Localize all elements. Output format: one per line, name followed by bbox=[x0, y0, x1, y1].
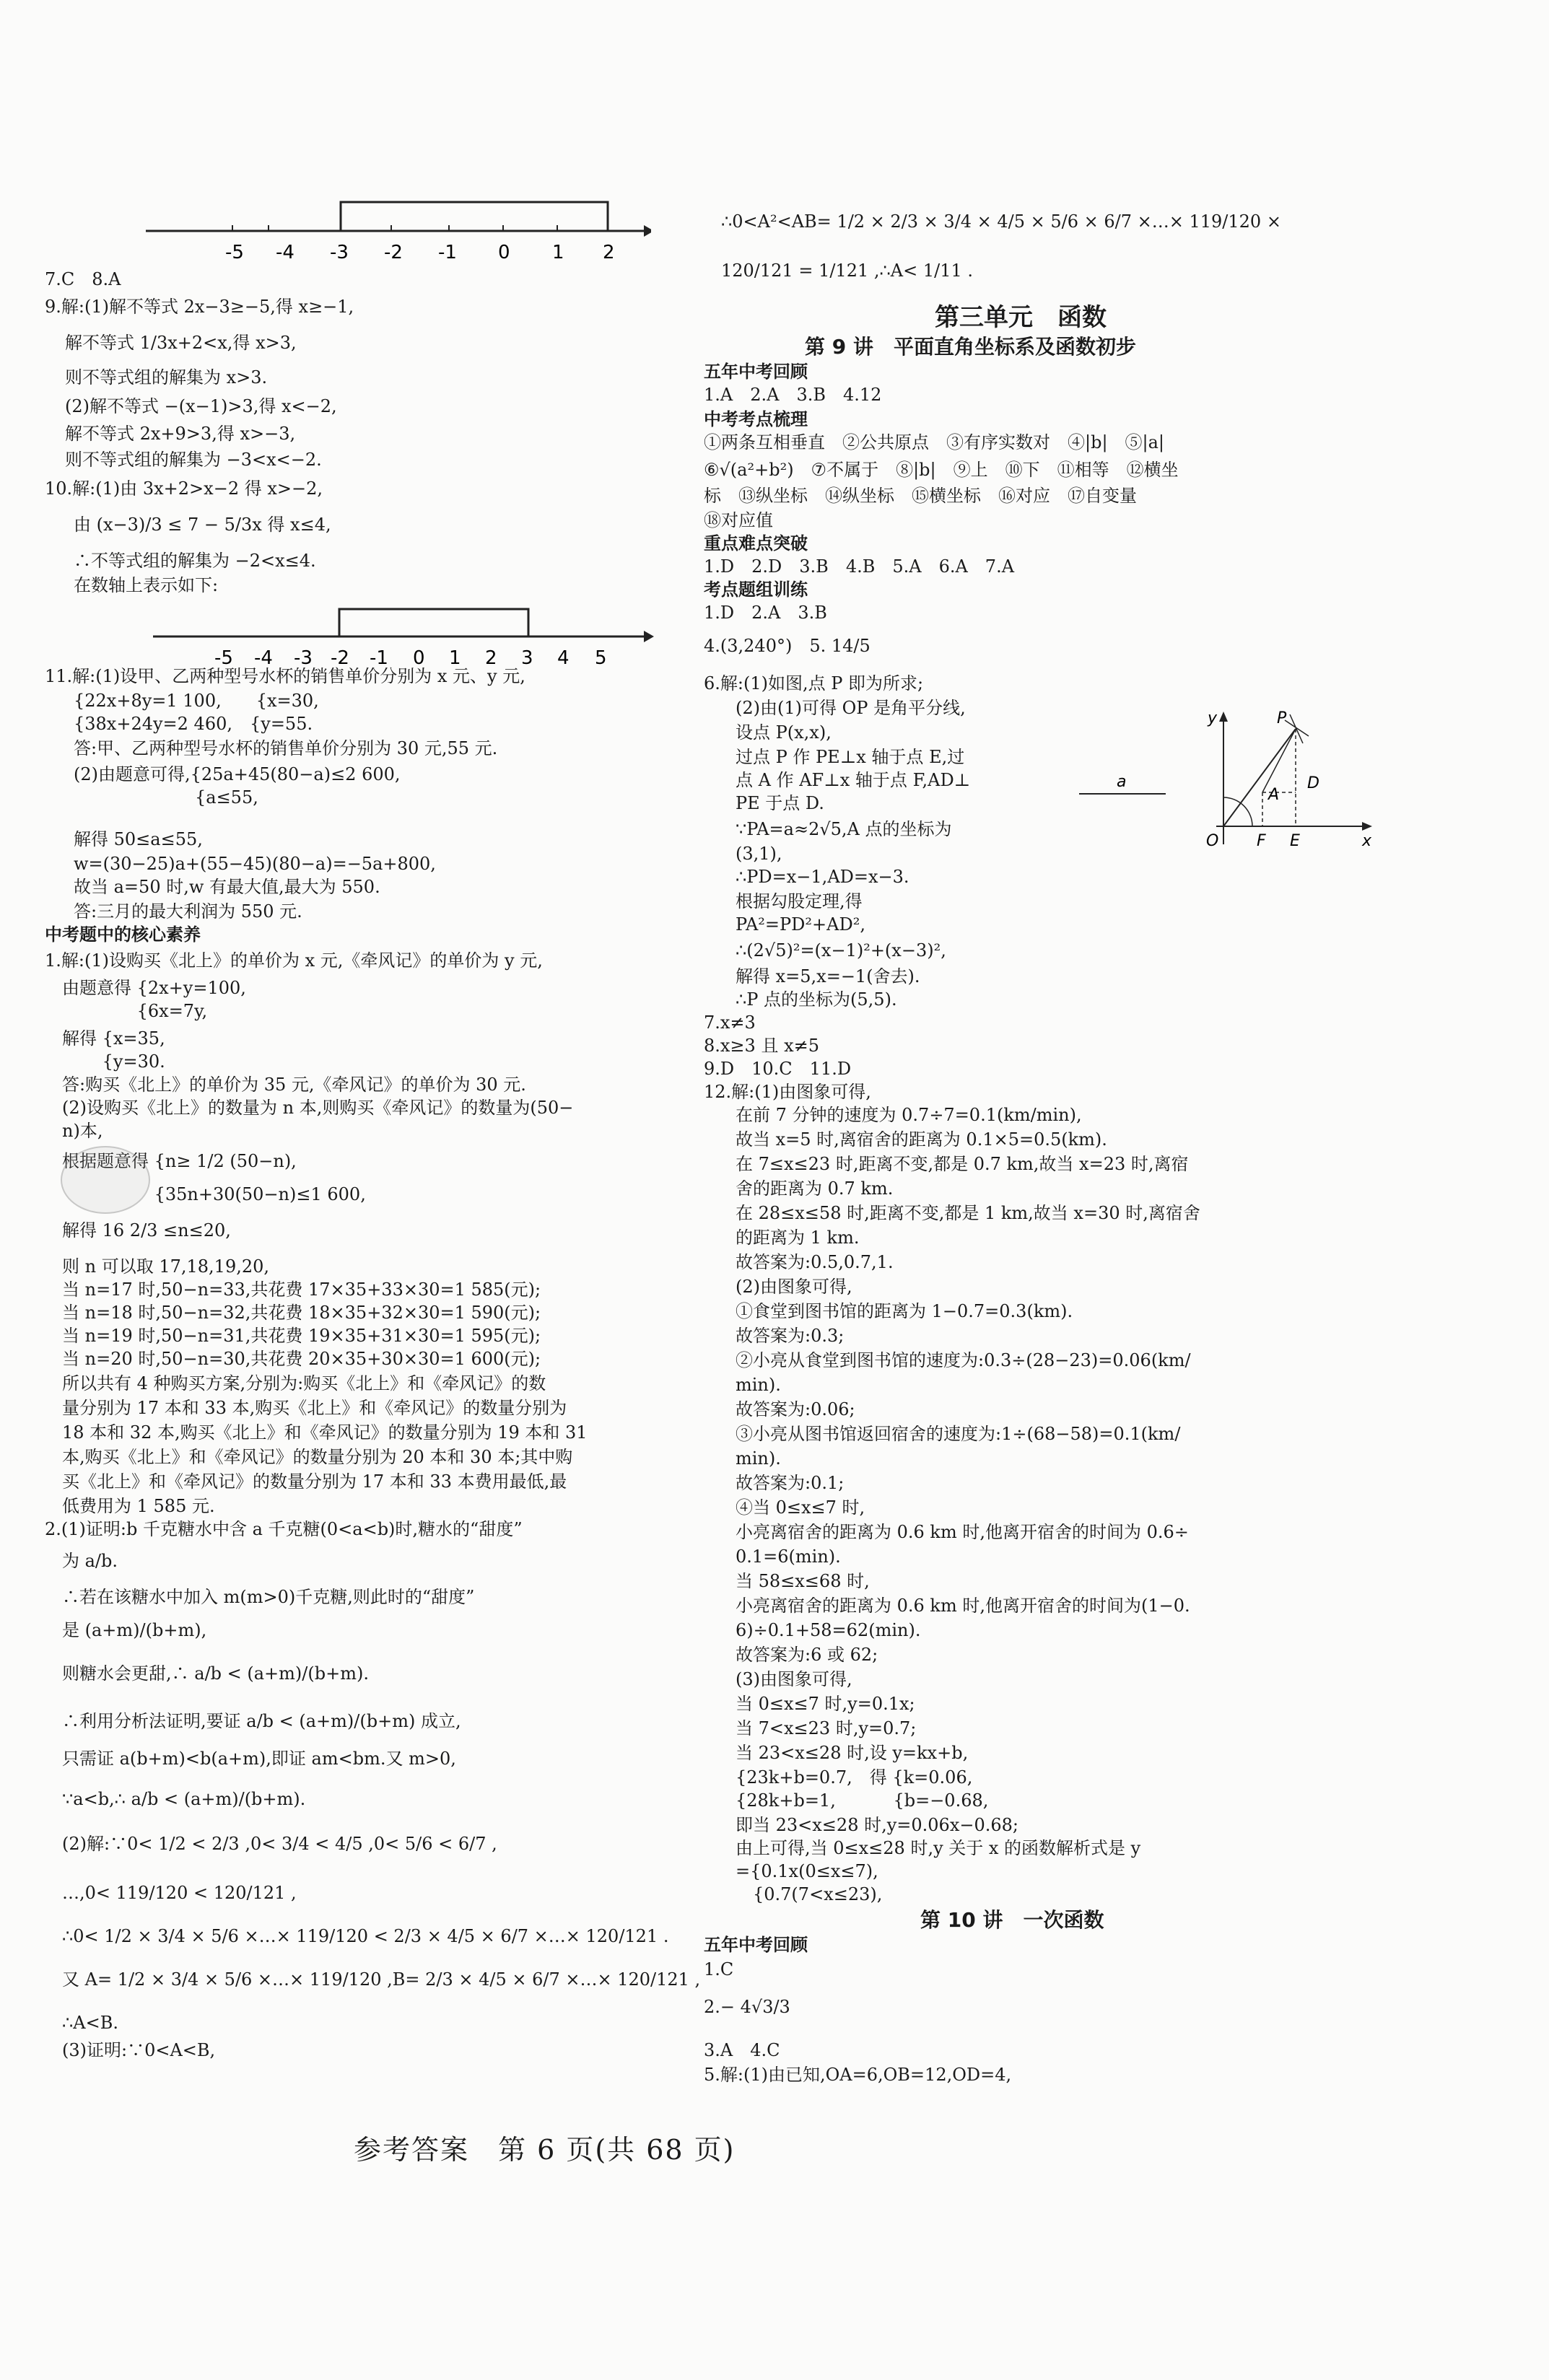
answer-line: 在 28≤x≤58 时,距离不变,都是 1 km,故当 x=30 时,离宿舍 bbox=[736, 1203, 1200, 1223]
tick-label: 4 bbox=[557, 647, 570, 669]
answer-line: ∴PD=x−1,AD=x−3. bbox=[736, 867, 909, 887]
answer-line: ③小亮从图书馆返回宿舍的速度为:1÷(68−58)=0.1(km/ bbox=[736, 1424, 1181, 1444]
answer-line: 则不等式组的解集为 x>3. bbox=[65, 367, 268, 388]
answer-line: 18 本和 32 本,购买《北上》和《牵风记》的数量分别为 19 本和 31 bbox=[62, 1422, 588, 1443]
answer-line: {6x=7y, bbox=[62, 1001, 208, 1021]
answer-line: 故答案为:0.1; bbox=[736, 1473, 845, 1493]
answer-line: 解不等式 1/3x+2<x,得 x>3, bbox=[65, 333, 297, 353]
tick-label: -3 bbox=[330, 242, 349, 263]
answer-line: 当 7<x≤23 时,y=0.7; bbox=[736, 1718, 917, 1738]
answer-line: (2)解:∵0< 1/2 < 2/3 ,0< 3/4 < 4/5 ,0< 5/6 < 6/7 , bbox=[62, 1834, 497, 1854]
answer-line: 故答案为:0.5,0.7,1. bbox=[736, 1252, 894, 1272]
answer-line: 7.C 8.A bbox=[45, 269, 121, 289]
label-F: F bbox=[1257, 832, 1266, 850]
answer-line: 6)÷0.1+58=62(min). bbox=[736, 1620, 921, 1640]
answer-line: 由 (x−3)/3 ≤ 7 − 5/3x 得 x≤4, bbox=[74, 515, 331, 535]
section-heading: 五年中考回顾 bbox=[704, 362, 808, 382]
label-a: a bbox=[1117, 773, 1127, 791]
lecture-9-title: 第 9 讲 平面直角坐标系及函数初步 bbox=[805, 335, 1136, 359]
tick-label: 1 bbox=[449, 647, 461, 669]
answer-line: 当 n=20 时,50−n=30,共花费 20×35+30×30=1 600(元); bbox=[62, 1349, 541, 1369]
answer-line: (3)由图象可得, bbox=[736, 1669, 852, 1689]
answer-line: 3.A 4.C bbox=[704, 2040, 780, 2060]
answer-line: 当 58≤x≤68 时, bbox=[736, 1571, 870, 1591]
label-O: O bbox=[1206, 832, 1219, 850]
answer-line: ∴0<A²<AB= 1/2 × 2/3 × 3/4 × 4/5 × 5/6 × 6/7 ×…× 119/120 × bbox=[721, 211, 1281, 232]
tick-label: 1 bbox=[552, 242, 564, 263]
answer-line: 0.1=6(min). bbox=[736, 1546, 841, 1567]
coordinate-figure bbox=[1079, 707, 1375, 852]
tick-label: -3 bbox=[294, 647, 313, 669]
answer-line: 120/121 = 1/121 ,∴A< 1/11 . bbox=[721, 261, 973, 281]
answer-line: 在数轴上表示如下: bbox=[74, 575, 219, 595]
answer-line: 1.A 2.A 3.B 4.12 bbox=[704, 385, 882, 405]
answer-line: 是 (a+m)/(b+m), bbox=[62, 1620, 207, 1640]
ray-OP bbox=[1223, 729, 1296, 826]
section-heading: 五年中考回顾 bbox=[704, 1935, 808, 1955]
answer-line: 当 n=18 时,50−n=32,共花费 18×35+32×30=1 590(元); bbox=[62, 1303, 541, 1323]
answer-line: 6.解:(1)如图,点 P 即为所求; bbox=[704, 673, 924, 694]
tick-label: 0 bbox=[498, 242, 510, 263]
answer-line: min). bbox=[736, 1448, 781, 1469]
answer-line: 则不等式组的解集为 −3<x<−2. bbox=[65, 450, 322, 470]
answer-line: 9.解:(1)解不等式 2x−3≥−5,得 x≥−1, bbox=[45, 297, 354, 317]
answer-line: 点 A 作 AF⊥x 轴于点 F,AD⊥ bbox=[736, 770, 971, 790]
answer-line: 根据题意得 {n≥ 1/2 (50−n), bbox=[62, 1151, 297, 1171]
answer-line: PE 于点 D. bbox=[736, 793, 824, 813]
label-E: E bbox=[1290, 832, 1300, 850]
answer-line: 解得 16 2/3 ≤n≤20, bbox=[62, 1220, 231, 1241]
answer-line: 的距离为 1 km. bbox=[736, 1228, 860, 1248]
answer-line: 当 23<x≤28 时,设 y=kx+b, bbox=[736, 1743, 969, 1763]
answer-line: 由上可得,当 0≤x≤28 时,y 关于 x 的函数解析式是 y bbox=[736, 1838, 1141, 1858]
answer-line: 1.D 2.A 3.B bbox=[704, 603, 827, 623]
section-heading: 中考题中的核心素养 bbox=[45, 924, 201, 945]
answer-line: w=(30−25)a+(55−45)(80−a)=−5a+800, bbox=[74, 854, 436, 874]
answer-line: 8.x≥3 且 x≠5 bbox=[704, 1036, 819, 1056]
answer-line: 小亮离宿舍的距离为 0.6 km 时,他离开宿舍的时间为(1−0. bbox=[736, 1596, 1190, 1616]
answer-line: ∴不等式组的解集为 −2<x≤4. bbox=[74, 551, 316, 571]
tick-label: -4 bbox=[276, 242, 294, 263]
axis-arrow bbox=[644, 225, 651, 237]
tick-label: -5 bbox=[225, 242, 244, 263]
arc-construction bbox=[1223, 797, 1252, 826]
answer-line: 7.x≠3 bbox=[704, 1012, 756, 1033]
tick-label: 5 bbox=[595, 647, 607, 669]
answer-line: {22x+8y=1 100, {x=30, bbox=[74, 691, 319, 711]
answer-line: 故答案为:0.06; bbox=[736, 1399, 855, 1419]
solution-bracket bbox=[339, 609, 528, 636]
answer-line: ∴若在该糖水中加入 m(m>0)千克糖,则此时的“甜度” bbox=[62, 1587, 475, 1607]
tick-label: 2 bbox=[603, 242, 615, 263]
answer-line: {38x+24y=2 460, {y=55. bbox=[74, 714, 313, 734]
answer-line: 又 A= 1/2 × 3/4 × 5/6 ×…× 119/120 ,B= 2/3 × 4/5 × 6/7 ×…× 120/121 , bbox=[62, 1969, 701, 1990]
answer-line: 故当 a=50 时,w 有最大值,最大为 550. bbox=[74, 877, 380, 897]
tick-label: -2 bbox=[331, 647, 349, 669]
solution-bracket bbox=[341, 202, 608, 231]
answer-line: 答:购买《北上》的单价为 35 元,《牵风记》的单价为 30 元. bbox=[62, 1075, 526, 1095]
tick-label: -1 bbox=[438, 242, 457, 263]
answer-line: ∴(2√5)²=(x−1)²+(x−3)², bbox=[736, 940, 946, 961]
label-A: A bbox=[1268, 786, 1280, 804]
answer-line: (2)由(1)可得 OP 是角平分线, bbox=[736, 698, 966, 718]
answer-line: 标 ⑬纵坐标 ⑭纵坐标 ⑮横坐标 ⑯对应 ⑰自变量 bbox=[704, 486, 1137, 506]
lecture-10-title: 第 10 讲 一次函数 bbox=[920, 1908, 1104, 1932]
answer-line: 所以共有 4 种购买方案,分别为:购买《北上》和《牵风记》的数 bbox=[62, 1373, 546, 1394]
answer-line: n)本, bbox=[62, 1121, 103, 1141]
answer-line: 故当 x=5 时,离宿舍的距离为 0.1×5=0.5(km). bbox=[736, 1129, 1107, 1150]
tick-label: 0 bbox=[413, 647, 425, 669]
answer-line: {23k+b=0.7, 得 {k=0.06, bbox=[736, 1767, 973, 1788]
answer-line: 2.(1)证明:b 千克糖水中含 a 千克糖(0<a<b)时,糖水的“甜度” bbox=[45, 1519, 523, 1539]
answer-line: 2.− 4√3/3 bbox=[704, 1997, 790, 2017]
answer-line: (3)证明:∵0<A<B, bbox=[62, 2040, 216, 2060]
answer-line: 1.D 2.D 3.B 4.B 5.A 6.A 7.A bbox=[704, 556, 1015, 577]
section-heading: 考点题组训练 bbox=[704, 579, 808, 600]
answer-line: 当 n=17 时,50−n=33,共花费 17×35+33×30=1 585(元); bbox=[62, 1279, 541, 1300]
x-axis-arrow bbox=[1362, 822, 1372, 831]
answer-line: (3,1), bbox=[736, 844, 782, 864]
segment-PA bbox=[1262, 729, 1296, 792]
answer-line: 小亮离宿舍的距离为 0.6 km 时,他离开宿舍的时间为 0.6÷ bbox=[736, 1522, 1189, 1542]
answer-line: 当 n=19 时,50−n=31,共花费 19×35+31×30=1 595(元); bbox=[62, 1326, 541, 1346]
number-line-1 bbox=[146, 195, 651, 274]
y-axis-arrow bbox=[1219, 712, 1228, 722]
answer-line: ∴0< 1/2 × 3/4 × 5/6 ×…× 119/120 < 2/3 × 4/5 × 6/7 ×…× 120/121 . bbox=[62, 1926, 669, 1946]
answer-line: ⑥√(a²+b²) ⑦不属于 ⑧|b| ⑨上 ⑩下 ⑪相等 ⑫横坐 bbox=[704, 460, 1179, 480]
answer-line: (2)解不等式 −(x−1)>3,得 x<−2, bbox=[65, 396, 337, 416]
unit-title: 第三单元 函数 bbox=[935, 303, 1107, 332]
answer-line: 在 7≤x≤23 时,距离不变,都是 0.7 km,故当 x=23 时,离宿 bbox=[736, 1154, 1189, 1174]
answer-line: 由题意得 {2x+y=100, bbox=[62, 978, 246, 998]
answer-line: 设点 P(x,x), bbox=[736, 722, 832, 743]
answer-line: (2)由题意可得,{25a+45(80−a)≤2 600, bbox=[74, 764, 401, 784]
answer-line: ⑱对应值 bbox=[704, 510, 773, 530]
answer-line: ∴P 点的坐标为(5,5). bbox=[736, 989, 897, 1010]
answer-line: 4.(3,240°) 5. 14/5 bbox=[704, 636, 871, 656]
axis-arrow bbox=[644, 631, 654, 642]
answer-line: 解得 x=5,x=−1(舍去). bbox=[736, 966, 920, 986]
answer-line: 量分别为 17 本和 33 本,购买《北上》和《牵风记》的数量分别为 bbox=[62, 1398, 567, 1418]
answer-line: 11.解:(1)设甲、乙两种型号水杯的销售单价分别为 x 元、y 元, bbox=[45, 666, 525, 686]
tick-label: 2 bbox=[485, 647, 497, 669]
answer-line: 故答案为:0.3; bbox=[736, 1326, 845, 1346]
section-heading: 中考考点梳理 bbox=[704, 409, 808, 429]
answer-line: 则糖水会更甜,∴ a/b < (a+m)/(b+m). bbox=[62, 1663, 369, 1684]
tick-label: -1 bbox=[370, 647, 388, 669]
label-D: D bbox=[1307, 774, 1319, 792]
answer-line: ∴A<B. bbox=[62, 2013, 118, 2033]
answer-line: ②小亮从食堂到图书馆的速度为:0.3÷(28−23)=0.06(km/ bbox=[736, 1350, 1191, 1370]
answer-line: 12.解:(1)由图象可得, bbox=[704, 1082, 871, 1102]
answer-line: 1.解:(1)设购买《北上》的单价为 x 元,《牵风记》的单价为 y 元, bbox=[45, 950, 543, 971]
answer-line: 买《北上》和《牵风记》的数量分别为 17 本和 33 本费用最低,最 bbox=[62, 1471, 567, 1492]
page-footer: 参考答案 第 6 页(共 68 页) bbox=[354, 2134, 736, 2166]
tick-label: 3 bbox=[521, 647, 533, 669]
answer-line: {a≤55, bbox=[74, 787, 258, 808]
answer-line: PA²=PD²+AD², bbox=[736, 914, 865, 935]
answer-line: 则 n 可以取 17,18,19,20, bbox=[62, 1256, 270, 1277]
answer-line: ④当 0≤x≤7 时, bbox=[736, 1497, 865, 1518]
answer-line: {y=30. bbox=[62, 1051, 165, 1072]
answer-line: ∴利用分析法证明,要证 a/b < (a+m)/(b+m) 成立, bbox=[62, 1711, 461, 1731]
tick-label: -5 bbox=[214, 647, 233, 669]
answer-line: 1.C bbox=[704, 1959, 734, 1979]
answer-line: 解得 50≤a≤55, bbox=[74, 829, 203, 849]
answer-line: ①食堂到图书馆的距离为 1−0.7=0.3(km). bbox=[736, 1301, 1073, 1321]
answer-line: 9.D 10.C 11.D bbox=[704, 1059, 852, 1079]
label-P: P bbox=[1277, 709, 1287, 727]
answer-line: …,0< 119/120 < 120/121 , bbox=[62, 1883, 297, 1903]
section-heading: 重点难点突破 bbox=[704, 533, 808, 554]
answer-line: {28k+b=1, {b=−0.68, bbox=[736, 1790, 989, 1811]
answer-line: 解得 {x=35, bbox=[62, 1028, 165, 1049]
tick-label: -2 bbox=[384, 242, 403, 263]
answer-line: ∵PA=a≈2√5,A 点的坐标为 bbox=[736, 819, 952, 839]
answer-line: 本,购买《北上》和《牵风记》的数量分别为 20 本和 30 本;其中购 bbox=[62, 1447, 573, 1467]
answer-line: 过点 P 作 PE⊥x 轴于点 E,过 bbox=[736, 747, 965, 767]
answer-line: 答:三月的最大利润为 550 元. bbox=[74, 901, 302, 922]
answer-line: 舍的距离为 0.7 km. bbox=[736, 1178, 894, 1199]
answer-line: ={0.1x(0≤x≤7), bbox=[736, 1861, 878, 1881]
answer-line: 只需证 a(b+m)<b(a+m),即证 am<bm.又 m>0, bbox=[62, 1749, 456, 1769]
label-x: x bbox=[1362, 832, 1372, 850]
answer-line: 根据勾股定理,得 bbox=[736, 891, 863, 911]
answer-line: (2)由图象可得, bbox=[736, 1277, 852, 1297]
tick-label: -4 bbox=[254, 647, 273, 669]
answer-line: 解不等式 2x+9>3,得 x>−3, bbox=[65, 424, 296, 444]
answer-line: ①两条互相垂直 ②公共原点 ③有序实数对 ④|b| ⑤|a| bbox=[704, 432, 1165, 452]
answer-line: (2)设购买《北上》的数量为 n 本,则购买《牵风记》的数量为(50− bbox=[62, 1098, 574, 1118]
answer-line: 5.解:(1)由已知,OA=6,OB=12,OD=4, bbox=[704, 2065, 1012, 2085]
faded-stamp-mark bbox=[61, 1146, 150, 1214]
answer-line: ∵a<b,∴ a/b < (a+m)/(b+m). bbox=[62, 1789, 306, 1809]
answer-line: 低费用为 1 585 元. bbox=[62, 1496, 215, 1516]
answer-line: {35n+30(50−n)≤1 600, bbox=[62, 1184, 366, 1204]
answer-line: 即当 23<x≤28 时,y=0.06x−0.68; bbox=[736, 1815, 1018, 1835]
answer-line: min). bbox=[736, 1375, 781, 1395]
answer-line: 在前 7 分钟的速度为 0.7÷7=0.1(km/min), bbox=[736, 1105, 1082, 1125]
answer-line: {0.7(7<x≤23), bbox=[736, 1884, 883, 1904]
answer-line: 故答案为:6 或 62; bbox=[736, 1645, 878, 1665]
label-y: y bbox=[1208, 709, 1218, 727]
answer-line: 10.解:(1)由 3x+2>x−2 得 x>−2, bbox=[45, 478, 323, 499]
answer-line: 为 a/b. bbox=[62, 1551, 118, 1571]
answer-line: 当 0≤x≤7 时,y=0.1x; bbox=[736, 1694, 915, 1714]
answer-line: 答:甲、乙两种型号水杯的销售单价分别为 30 元,55 元. bbox=[74, 738, 498, 758]
